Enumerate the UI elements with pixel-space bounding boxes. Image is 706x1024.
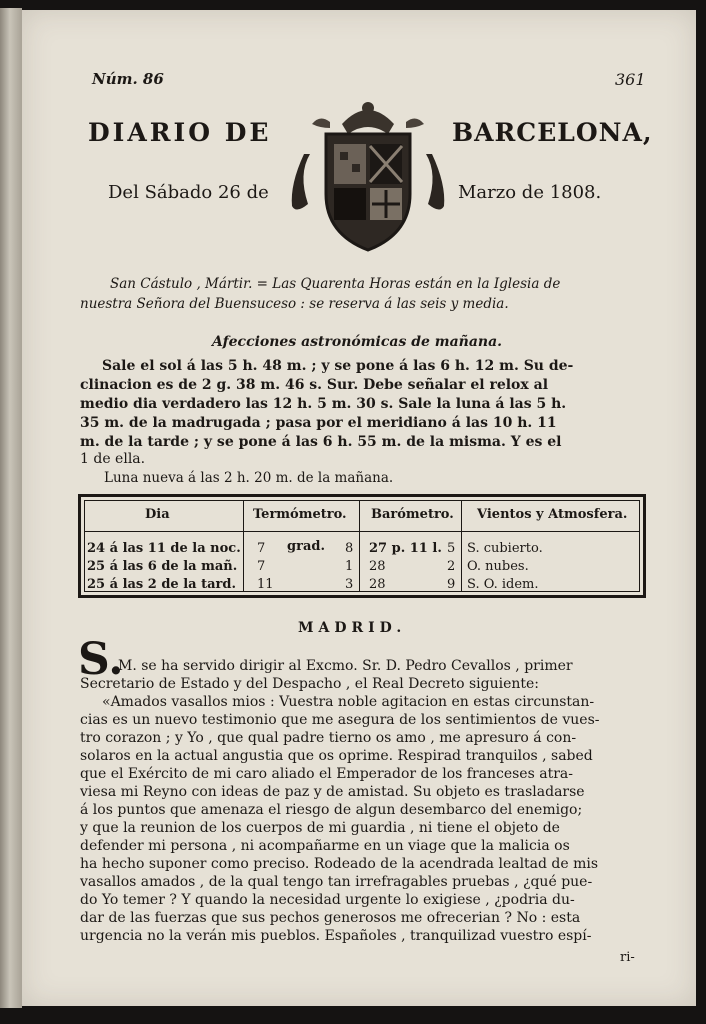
astronomy-line: 35 m. de la madrugada ; pasa por el meridiano á las 10 h. 11 — [80, 415, 557, 431]
row-3-baro: 28 — [369, 577, 386, 592]
column-divider — [461, 500, 462, 592]
row-2-baro-frac: 2 — [447, 559, 456, 574]
article-line: defender mi persona , ni acompañarme en un viage que la malicia os — [80, 838, 570, 854]
astronomy-line: Sale el sol á las 5 h. 48 m. ; y se pone á las 6 h. 12 m. Su de- — [102, 358, 574, 374]
column-divider — [243, 500, 244, 592]
masthead-title-right: BARCELONA, — [452, 118, 653, 147]
weather-table — [78, 494, 646, 598]
article-line: cias es un nuevo testimonio que me asegura de los sentimientos de vues- — [80, 712, 600, 728]
saints-line-2: nuestra Señora del Buensuceso : se reserva á las seis y media. — [80, 296, 509, 312]
row-1-term: 7 — [257, 541, 266, 556]
page-edge-left — [0, 8, 22, 1008]
article-line: urgencia no la verán mis pueblos. Españoles , tranquilizad vuestro espí- — [80, 928, 592, 944]
header-vientos: Vientos y Atmosfera. — [477, 507, 628, 522]
masthead-title-left: DIARIO DE — [88, 118, 272, 147]
header-divider — [84, 531, 640, 532]
row-3-term: 11 — [257, 577, 274, 592]
row-2-term-frac: 1 — [345, 559, 354, 574]
row-3-baro-frac: 9 — [447, 577, 456, 592]
date-left: Del Sábado 26 de — [108, 182, 269, 203]
newspaper-page — [22, 10, 696, 1006]
row-1-term-unit: grad. — [287, 539, 325, 554]
row-2-dia: 25 á las 6 de la mañ. — [87, 559, 238, 574]
astronomy-line: m. de la tarde ; y se pone á las 6 h. 55 m. de la misma. Y es el — [80, 434, 562, 450]
row-2-term: 7 — [257, 559, 266, 574]
article-line: do Yo temer ? Y quando la necesidad urgente lo exigiese , ¿podria du- — [80, 892, 575, 908]
coat-of-arms-emblem — [290, 94, 446, 254]
article-line: «Amados vasallos mios : Vuestra noble agitacion en estas circunstan- — [102, 694, 595, 710]
header-barometro: Barómetro. — [371, 507, 454, 522]
article-line: á los puntos que amenaza el riesgo de algun desembarco del enemigo; — [80, 802, 583, 818]
header-termometro: Termómetro. — [253, 507, 347, 522]
article-line: solaros en la actual angustia que os oprime. Respirad tranquilos , sabed — [80, 748, 593, 764]
astronomy-line: 1 de ella. — [80, 451, 146, 467]
row-2-vientos: O. nubes. — [467, 559, 529, 574]
row-2-baro: 28 — [369, 559, 386, 574]
page-number: 361 — [615, 70, 646, 89]
article-line: Secretario de Estado y del Despacho , el Real Decreto siguiente: — [80, 676, 539, 692]
astronomy-heading: Afecciones astronómicas de mañana. — [212, 334, 503, 350]
drop-cap: S. — [78, 634, 124, 685]
moon-phase-line: Luna nueva á las 2 h. 20 m. de la mañana. — [104, 470, 394, 486]
article-line: dar de las fuerzas que sus pechos generosos me ofrecerian ? No : esta — [80, 910, 581, 926]
section-heading-madrid: MADRID. — [298, 620, 407, 636]
article-line: vasallos amados , de la qual tengo tan irrefragables pruebas , ¿qué pue- — [80, 874, 593, 890]
article-line: viesa mi Reyno con ideas de paz y de amistad. Su objeto es trasladarse — [80, 784, 585, 800]
saints-line-1: San Cástulo , Mártir. = Las Quarenta Horas están en la Iglesia de — [110, 276, 561, 292]
astronomy-line: clinacion es de 2 g. 38 m. 46 s. Sur. Debe señalar el relox al — [80, 377, 549, 393]
article-line: M. se ha servido dirigir al Excmo. Sr. D. Pedro Cevallos , primer — [118, 658, 573, 674]
astronomy-line: medio dia verdadero las 12 h. 5 m. 30 s. Sale la luna á las 5 h. — [80, 396, 567, 412]
issue-number: Núm. 86 — [92, 70, 164, 88]
row-3-dia: 25 á las 2 de la tard. — [87, 577, 237, 592]
catchword: ri- — [620, 950, 635, 965]
column-divider — [359, 500, 360, 592]
row-1-baro: 27 p. 11 l. — [369, 541, 442, 556]
row-1-dia: 24 á las 11 de la noc. — [87, 541, 241, 556]
article-line: que el Exército de mi caro aliado el Emperador de los franceses atra- — [80, 766, 573, 782]
row-3-term-frac: 3 — [345, 577, 354, 592]
article-line: ha hecho suponer como preciso. Rodeado de la acendrada lealtad de mis — [80, 856, 599, 872]
date-right: Marzo de 1808. — [458, 182, 602, 203]
row-3-vientos: S. O. idem. — [467, 577, 539, 592]
article-line: tro corazon ; y Yo , que qual padre tierno os amo , me apresuro á con- — [80, 730, 577, 746]
header-dia: Dia — [145, 507, 170, 522]
row-1-term-frac: 8 — [345, 541, 354, 556]
article-line: y que la reunion de los cuerpos de mi guardia , ni tiene el objeto de — [80, 820, 560, 836]
row-1-baro-frac: 5 — [447, 541, 456, 556]
row-1-vientos: S. cubierto. — [467, 541, 543, 556]
